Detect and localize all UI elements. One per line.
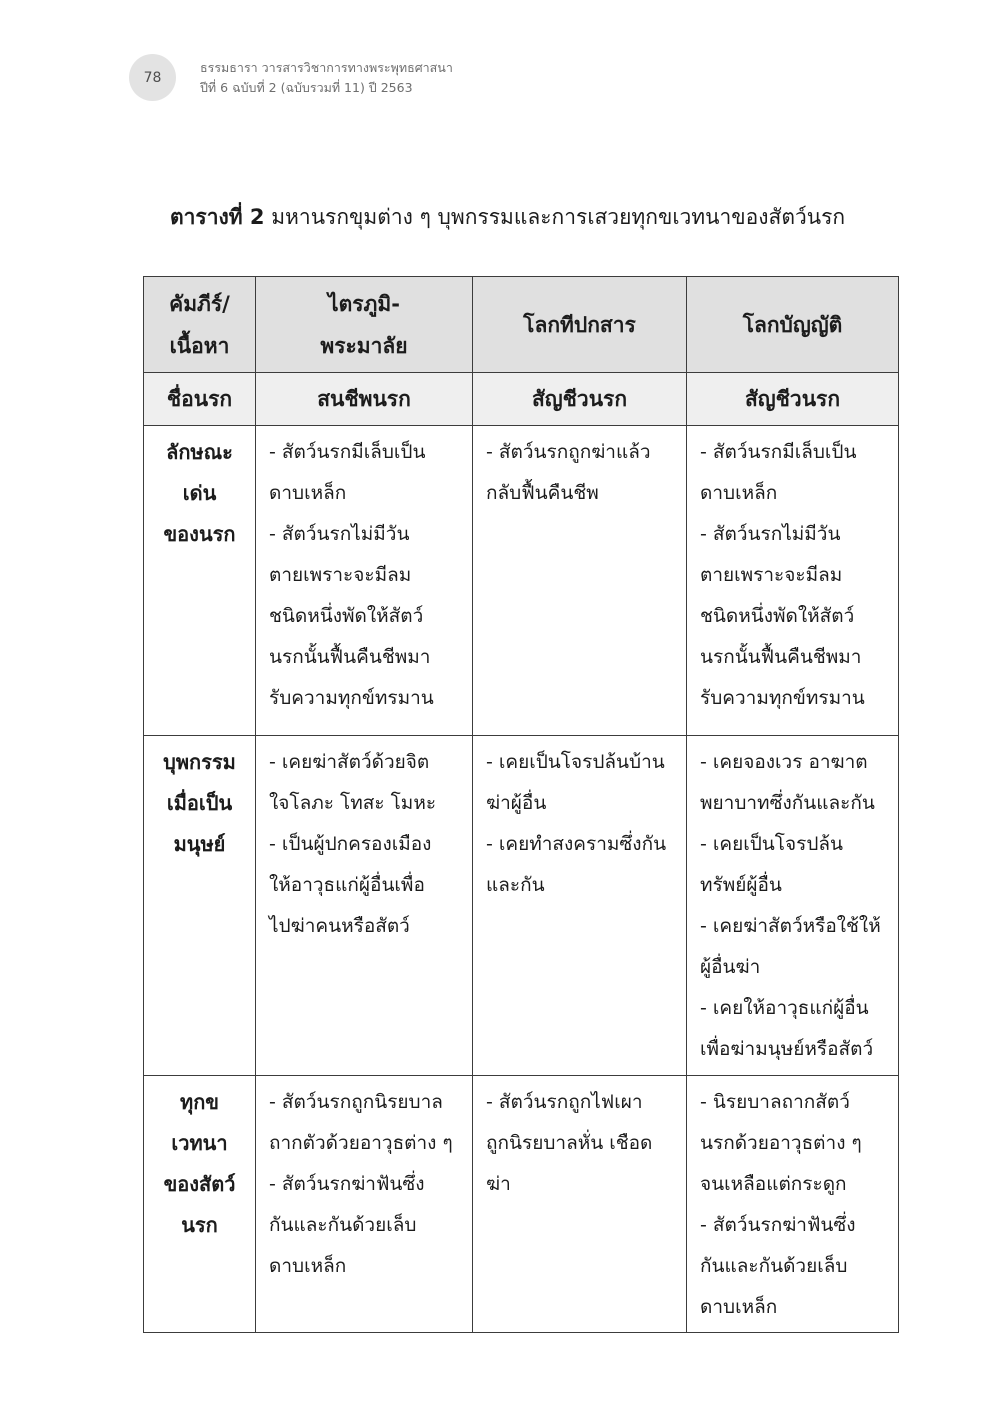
cell-lokathipakasan [473, 736, 687, 1076]
header-line: คัมภีร์/ [169, 291, 230, 316]
cell-line: ผู้อื่นฆ่า [700, 956, 761, 978]
cell-line: นรกนั้นฟื้นคืนชีพมา [700, 646, 862, 668]
header-line: โลกทีปกสาร [523, 312, 636, 337]
caption-label: ตารางที่ 2 [170, 205, 265, 229]
hell-comparison-table [143, 276, 899, 1333]
header-cell-lokathipakasan [473, 277, 687, 373]
running-header [200, 58, 453, 98]
cell-line: ชนิดหนึ่งพัดให้สัตว์ [700, 605, 855, 627]
cell-line: รับความทุกข์ทรมาน [269, 687, 434, 709]
row-label-line: เวทนา [171, 1131, 228, 1155]
table-row-past-karma [144, 736, 899, 1076]
cell-line: ตายเพราะจะมีลม [700, 564, 843, 586]
row-label-line: ของนรก [163, 522, 236, 546]
cell-line: - เคยฆ่าสัตว์ด้วยจิต [269, 751, 430, 773]
cell-lokathipakasan [473, 426, 687, 736]
cell-line: นรกด้วยอาวุธต่าง ๆ [700, 1132, 862, 1154]
cell-traiphum [256, 426, 473, 736]
cell-line: - สัตว์นรกฆ่าฟันซึ่ง [700, 1214, 856, 1236]
caption-text: มหานรกขุมต่าง ๆ บุพกรรมและการเสวยทุกขเวทนาของสัตว์นรก [271, 205, 846, 229]
cell-traiphum [256, 736, 473, 1076]
header-cell-traiphum-phramalai [256, 277, 473, 373]
cell-line: ฆ่าผู้อื่น [486, 792, 547, 814]
cell-line: - สัตว์นรกไม่มีวัน [700, 523, 841, 545]
cell-line: ดาบเหล็ก [269, 1255, 347, 1277]
cell-line: ให้อาวุธแก่ผู้อื่นเพื่อ [269, 874, 425, 896]
cell-line: - เคยเป็นโจรปล้น [700, 833, 844, 855]
cell-line: กันและกันด้วยเล็บ [700, 1255, 848, 1277]
row-label-line: ของสัตว์ [163, 1172, 236, 1196]
table-row-suffering [144, 1076, 899, 1333]
cell-line: - สัตว์นรกถูกไฟเผา [486, 1091, 643, 1113]
header-line: ไตรภูมิ- [328, 291, 400, 316]
cell-line: สนชีพนรก [317, 387, 411, 411]
cell-line: กลับฟื้นคืนชีพ [486, 482, 599, 504]
cell-line: - เคยฆ่าสัตว์หรือใช้ให้ [700, 915, 881, 937]
cell-lokapannatti [687, 736, 899, 1076]
cell-line: นรกนั้นฟื้นคืนชีพมา [269, 646, 431, 668]
page-number: 78 [143, 69, 162, 86]
row-label [144, 1076, 256, 1333]
row-label-line: ลักษณะ [166, 440, 233, 464]
cell-line: - นิรยบาลถากสัตว์ [700, 1091, 850, 1113]
cell-line: ดาบเหล็ก [269, 482, 347, 504]
cell-line: ตายเพราะจะมีลม [269, 564, 412, 586]
header-line: โลกบัญญัติ [742, 312, 843, 337]
row-label [144, 736, 256, 1076]
row-label-line: ทุกข [180, 1090, 219, 1114]
row-label-line: เมื่อเป็น [166, 791, 233, 815]
cell-line: ถูกนิรยบาลหั่น เชือด [486, 1132, 653, 1154]
cell-traiphum [256, 373, 473, 426]
cell-line: - เป็นผู้ปกครองเมือง [269, 833, 432, 855]
cell-line: ฆ่า [486, 1173, 511, 1195]
cell-lokathipakasan [473, 1076, 687, 1333]
cell-line: - สัตว์นรกมีเล็บเป็น [269, 441, 426, 463]
cell-line: - เคยให้อาวุธแก่ผู้อื่น [700, 997, 869, 1019]
row-label-line: ชื่อนรก [166, 387, 233, 411]
cell-line: สัญชีวนรก [531, 387, 628, 411]
header-line: พระมาลัย [320, 333, 408, 358]
page-number-badge [129, 54, 176, 101]
cell-line: สัญชีวนรก [744, 387, 841, 411]
cell-lokathipakasan [473, 373, 687, 426]
row-label-line: บุพกรรม [163, 750, 236, 774]
table-header-row [144, 277, 899, 373]
cell-line: - สัตว์นรกมีเล็บเป็น [700, 441, 857, 463]
row-label-line: เด่น [182, 481, 217, 505]
cell-line: - สัตว์นรกถูกฆ่าแล้ว [486, 441, 651, 463]
cell-lokapannatti [687, 373, 899, 426]
journal-issue: ปีที่ 6 ฉบับที่ 2 (ฉบับรวมที่ 11) ปี 2563 [200, 80, 413, 95]
header-cell-scripture-content [144, 277, 256, 373]
cell-line: รับความทุกข์ทรมาน [700, 687, 865, 709]
journal-title: ธรรมธารา วารสารวิชาการทางพระพุทธศาสนา [200, 60, 453, 75]
cell-line: พยาบาทซึ่งกันและกัน [700, 792, 875, 814]
row-label-line: มนุษย์ [173, 832, 226, 856]
cell-line: และกัน [486, 874, 545, 896]
row-label [144, 426, 256, 736]
row-label-line: นรก [181, 1213, 218, 1237]
table-row-hell-name [144, 373, 899, 426]
cell-line: ดาบเหล็ก [700, 1296, 778, 1318]
cell-line: - สัตว์นรกไม่มีวัน [269, 523, 410, 545]
cell-line: - สัตว์นรกฆ่าฟันซึ่ง [269, 1173, 425, 1195]
cell-line: กันและกันด้วยเล็บ [269, 1214, 417, 1236]
cell-line: ใจโลภะ โทสะ โมหะ [269, 792, 437, 814]
cell-line: เพื่อฆ่ามนุษย์หรือสัตว์ [700, 1038, 874, 1060]
cell-line: ไปฆ่าคนหรือสัตว์ [269, 915, 410, 937]
table-row-characteristics [144, 426, 899, 736]
cell-traiphum [256, 1076, 473, 1333]
cell-line: - เคยเป็นโจรปล้นบ้าน [486, 751, 665, 773]
cell-line: - สัตว์นรกถูกนิรยบาล [269, 1091, 443, 1113]
cell-lokapannatti [687, 426, 899, 736]
cell-line: ทรัพย์ผู้อื่น [700, 874, 782, 896]
header-cell-lokapannatti [687, 277, 899, 373]
cell-line: ดาบเหล็ก [700, 482, 778, 504]
cell-lokapannatti [687, 1076, 899, 1333]
cell-line: จนเหลือแต่กระดูก [700, 1173, 847, 1195]
cell-line: ถากตัวด้วยอาวุธต่าง ๆ [269, 1132, 453, 1154]
cell-line: - เคยทำสงครามซึ่งกัน [486, 833, 667, 855]
row-label [144, 373, 256, 426]
cell-line: - เคยจองเวร อาฆาต [700, 751, 868, 773]
cell-line: ชนิดหนึ่งพัดให้สัตว์ [269, 605, 424, 627]
header-line: เนื้อหา [169, 333, 230, 358]
table-caption [170, 199, 845, 235]
